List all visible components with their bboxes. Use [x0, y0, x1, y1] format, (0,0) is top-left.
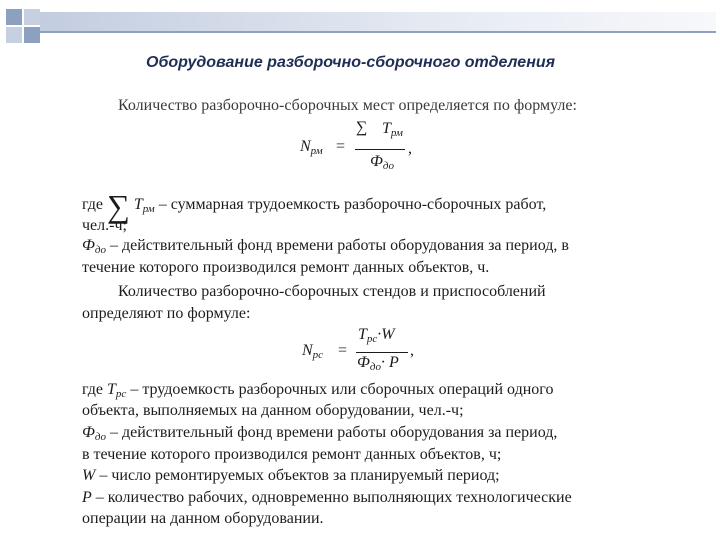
formula-1-fraction-bar — [355, 149, 405, 150]
definition-2: $Ф_{до}$ – действительный фонд времени работы оборудования за период, в — [82, 237, 569, 256]
definition-1: где ∑ $T_{рм}$ – суммарная трудоемкость разборочно-сборочных работ, — [82, 188, 547, 224]
definition-2-cont: течение которого производился ремонт данных объектов, ч. — [82, 259, 490, 276]
definition-4: $Ф_{до}$ – действительный фонд времени работы оборудования за период, — [82, 424, 558, 443]
formula-2-eq: = — [338, 342, 348, 359]
decor-square-1 — [6, 9, 22, 25]
definition-4-cont: в течение которого производился ремонт данных объектов, ч; — [82, 446, 502, 463]
definition-3: где $T_{рс}$ – трудоемкость разборочных или сборочных операций одного — [82, 381, 554, 400]
slide-title: Оборудование разборочно-сборочного отделения — [146, 54, 556, 71]
header-rule — [40, 31, 716, 33]
formula-2-fraction-bar — [356, 352, 408, 353]
decor-square-4 — [24, 27, 40, 43]
formula-1-numerator: $T_{рм}$ — [382, 120, 403, 139]
header-band — [40, 12, 716, 32]
formula-2-numerator: $T_{рс}\cdot W$ — [358, 326, 395, 345]
decor-square-3 — [6, 27, 22, 43]
formula-1-denominator: $Ф_{до}$ — [370, 153, 394, 172]
formula-2-comma: , — [410, 342, 414, 359]
definition-6-cont: операции на данном оборудовании. — [82, 510, 324, 527]
formula-1-comma: , — [408, 140, 412, 157]
intro-text-1: Количество разборочно-сборочных мест определяется по формуле: — [118, 97, 577, 114]
intro-text-2: Количество разборочно-сборочных стендов и приспособлений — [118, 283, 546, 300]
decor-square-2 — [24, 9, 40, 25]
intro-text-2-cont: определяют по формуле: — [82, 305, 251, 322]
definition-5: W – число ремонтируемых объектов за планируемый период; — [82, 467, 500, 484]
definition-6: P – количество рабочих, одновременно выполняющих технологические — [82, 489, 572, 506]
formula-2-denominator: $Ф_{до}\cdot P$ — [357, 354, 399, 373]
formula-2-lhs: $N_{рс}$ — [302, 342, 324, 361]
formula-1-lhs: $N_{рм}$ — [300, 138, 323, 157]
definition-1-cont: чел.-ч; — [82, 217, 127, 234]
formula-1-eq: = — [336, 138, 346, 155]
definition-3-cont: объекта, выполняемых на данном оборудовании, чел.-ч; — [82, 402, 464, 419]
formula-1-sigma: ∑ — [356, 119, 368, 136]
